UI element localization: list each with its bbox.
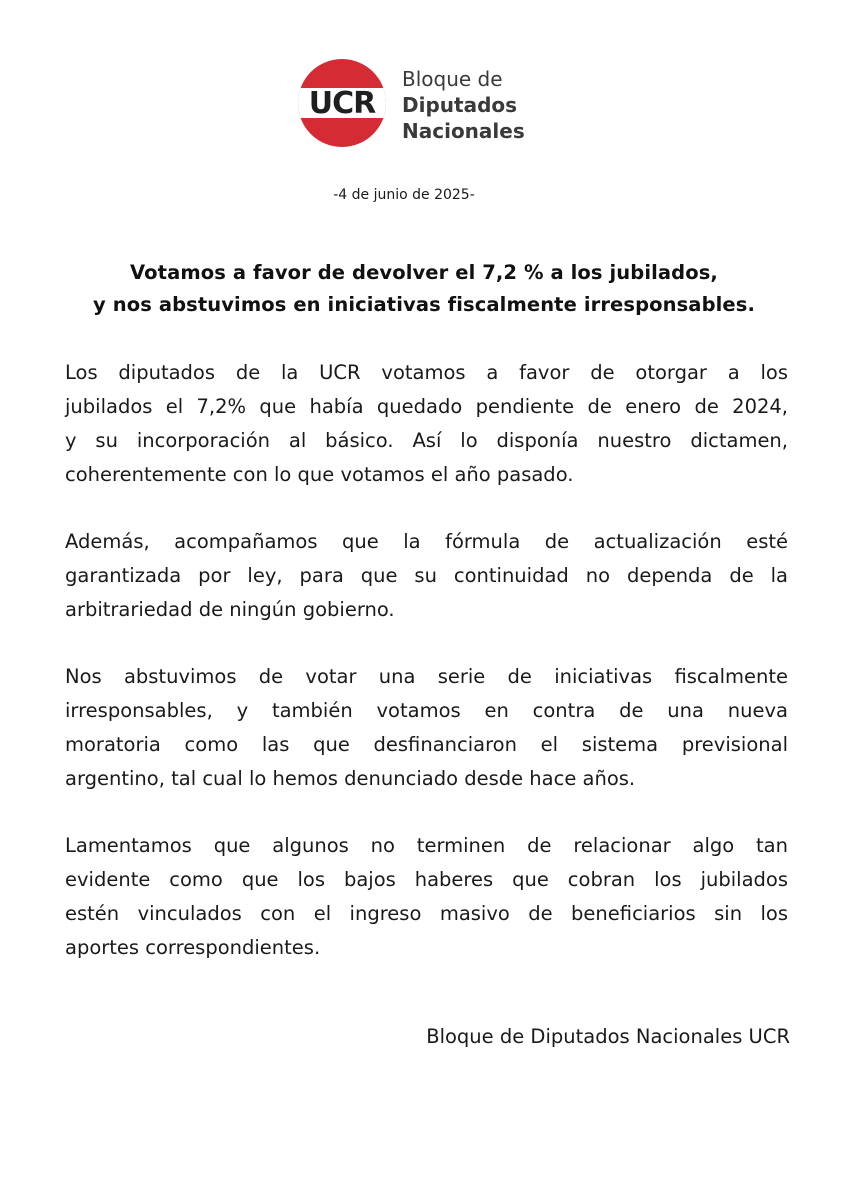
- signature: Bloque de Diputados Nacionales UCR: [426, 1025, 790, 1048]
- release-date-text: -4 de junio de 2025-: [333, 187, 475, 203]
- logo-mark-text: UCR: [308, 86, 376, 121]
- paragraph-4: [65, 829, 788, 965]
- paragraph-line: Lamentamos que algunos no terminen de relacionar algo tan: [65, 834, 788, 857]
- paragraph-line: Los diputados de la UCR votamos a favor de otorgar a los: [65, 361, 788, 384]
- ucr-logo-mark: [298, 58, 386, 148]
- headline: [40, 257, 808, 321]
- paragraph-line: Nos abstuvimos de votar una serie de iniciativas fiscalmente: [65, 665, 788, 688]
- paragraph-line: coherentemente con lo que votamos el año pasado.: [65, 463, 574, 486]
- paragraph-2: [65, 525, 788, 627]
- paragraph-line: jubilados el 7,2% que había quedado pendiente de enero de 2024,: [65, 395, 788, 418]
- logo-line-bloque: Bloque de: [402, 67, 503, 91]
- paragraph-line: arbitrariedad de ningún gobierno.: [65, 598, 395, 621]
- paragraph-line: garantizada por ley, para que su continuidad no dependa de la: [65, 564, 788, 587]
- paragraph-3: [65, 660, 788, 796]
- ucr-logo: [298, 58, 538, 150]
- paragraph-line: irresponsables, y también votamos en contra de una nueva: [65, 699, 788, 722]
- paragraph-line: argentino, tal cual lo hemos denunciado desde hace años.: [65, 767, 636, 790]
- logo-line-nacionales: Nacionales: [402, 119, 525, 143]
- paragraph-line: estén vinculados con el ingreso masivo de beneficiarios sin los: [65, 902, 788, 925]
- paragraph-1: [65, 356, 788, 492]
- paragraph-line: evidente como que los bajos haberes que cobran los jubilados: [65, 868, 788, 891]
- paragraph-line: y su incorporación al básico. Así lo disponía nuestro dictamen,: [65, 429, 788, 452]
- logo-line-diputados: Diputados: [402, 93, 518, 117]
- headline-line-2: y nos abstuvimos en iniciativas fiscalmente irresponsables.: [93, 293, 755, 316]
- paragraph-line: aportes correspondientes.: [65, 936, 321, 959]
- paragraph-line: moratoria como las que desfinanciaron el sistema previsional: [65, 733, 788, 756]
- paragraph-line: Además, acompañamos que la fórmula de actualización esté: [65, 530, 788, 553]
- logo-wordmark: [402, 66, 525, 144]
- release-date: [0, 187, 848, 203]
- headline-line-1: Votamos a favor de devolver el 7,2 % a los jubilados,: [130, 261, 718, 284]
- body-text: [65, 356, 788, 998]
